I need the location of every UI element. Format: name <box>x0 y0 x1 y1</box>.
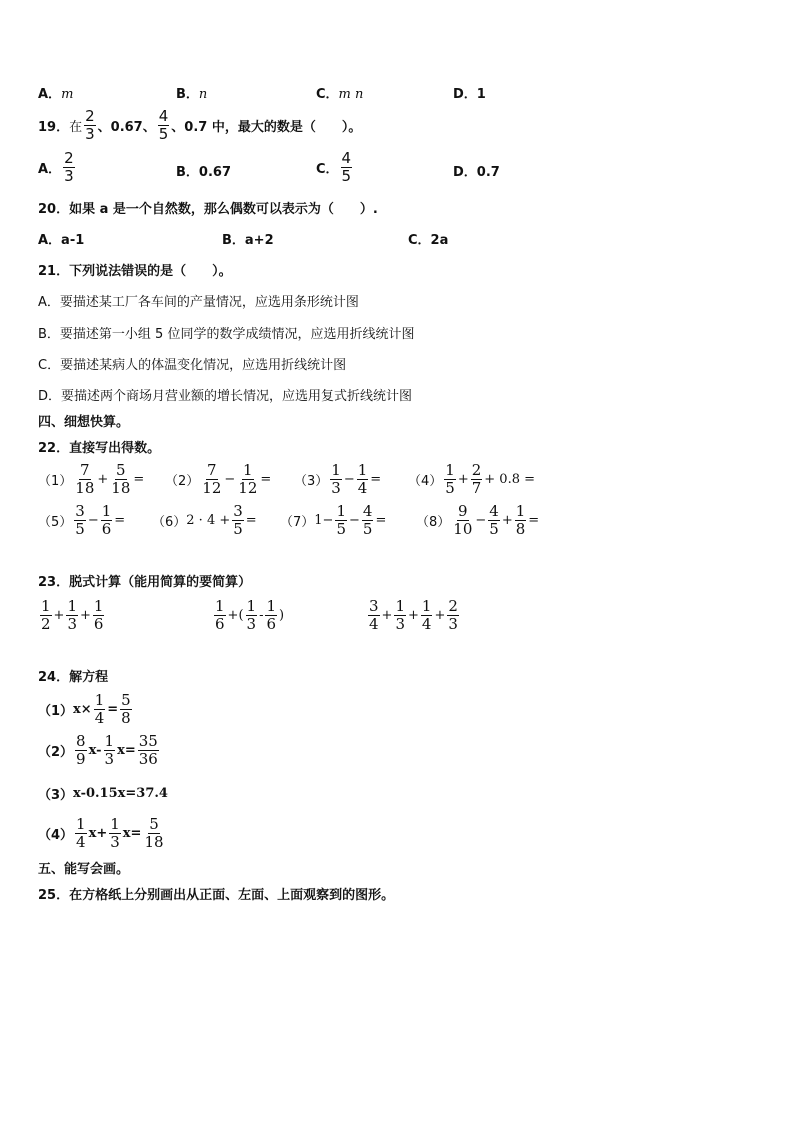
q24-equation-1: （1） x× $\frac{1}{4}$ = $\frac{5}{8}$ <box>38 691 131 727</box>
q22-item-5: （5） $\frac{3}{5}$ − $\frac{1}{6}$ = <box>38 502 126 538</box>
q19-option-b: B．0.67 <box>176 165 231 180</box>
q24-equation-3: （3） x-0.15x=37.4 <box>38 786 168 803</box>
q22-question: 22．直接写出得数。 <box>38 441 161 456</box>
q23-expression-1: $\frac{1}{2}$ + $\frac{1}{3}$ + $\frac{1}{6}$ <box>41 597 104 633</box>
q19-option-a: A． $\frac{2}{3}$ <box>38 149 74 185</box>
q22-item-2: （2） $\frac{7}{12}$ − $\frac{1}{12}$ = <box>165 461 272 497</box>
section-5-heading: 五、能写会画。 <box>38 862 130 877</box>
q21-option-b: B．要描述第一小组 5 位同学的数学成绩情况，应选用折线统计图 <box>38 327 415 342</box>
q23-expression-2: $\frac{1}{6}$ +( $\frac{1}{3}$ - $\frac{1}{6}$ ) <box>215 597 285 633</box>
q18-option-d: D．1 <box>453 87 486 102</box>
q19-question: 19． 在 $\frac{2}{3}$ 、0.67、 $\frac{4}{5}$ 、0.7 中，最大的数是（ ）。 <box>38 107 362 143</box>
fraction: $\frac{2}{3}$ <box>85 107 95 143</box>
q22-item-3: （3） $\frac{1}{3}$ − $\frac{1}{4}$ = <box>294 461 382 497</box>
q23-question: 23．脱式计算（能用简算的要简算） <box>38 575 252 590</box>
q24-question: 24．解方程 <box>38 670 109 685</box>
q22-item-4: （4） $\frac{1}{5}$ + $\frac{2}{7}$ + 0.8 = <box>408 461 536 497</box>
q20-option-b: B．a+2 <box>222 233 274 248</box>
q22-item-6: （6） 2 · 4 + $\frac{3}{5}$ = <box>152 502 257 538</box>
q20-question: 20．如果 a 是一个自然数，那么偶数可以表示为（ ）. <box>38 202 378 217</box>
q19-option-d: D．0.7 <box>453 165 500 180</box>
q24-equation-2: （2） $\frac{8}{9}$ x- $\frac{1}{3}$ x= $\frac{35}{36}$ <box>38 732 158 768</box>
q22-item-8: （8） $\frac{9}{10}$ − $\frac{4}{5}$ + $\frac{1}{8}$ = <box>416 502 540 538</box>
q24-equation-4: （4） $\frac{1}{4}$ x+ $\frac{1}{3}$ x= $\frac{5}{18}$ <box>38 815 164 851</box>
q21-option-a: A．要描述某工厂各车间的产量情况，应选用条形统计图 <box>38 295 359 310</box>
q22-item-7: （7） 1− $\frac{1}{5}$ − $\frac{4}{5}$ = <box>280 502 387 538</box>
q25-question: 25．在方格纸上分别画出从正面、左面、上面观察到的图形。 <box>38 888 395 903</box>
q18-option-c: C．m n <box>316 87 364 102</box>
q18-option-b: B．n <box>176 87 208 102</box>
q21-option-c: C．要描述某病人的体温变化情况，应选用折线统计图 <box>38 358 347 373</box>
q18-option-a: A．m <box>38 87 74 102</box>
q20-option-a: A．a-1 <box>38 233 85 248</box>
q23-expression-3: $\frac{3}{4}$ + $\frac{1}{3}$ + $\frac{1}{4}$ + $\frac{2}{3}$ <box>369 597 458 633</box>
q21-option-d: D．要描述两个商场月营业额的增长情况，应选用复式折线统计图 <box>38 389 413 404</box>
q21-question: 21．下列说法错误的是（ ）。 <box>38 264 232 279</box>
q22-item-1: （1） $\frac{7}{18}$ + $\frac{5}{18}$ = <box>38 461 145 497</box>
q20-option-c: C．2a <box>408 233 449 248</box>
section-4-heading: 四、细想快算。 <box>38 415 130 430</box>
q19-option-c: C． $\frac{4}{5}$ <box>316 149 352 185</box>
fraction: $\frac{4}{5}$ <box>158 107 169 143</box>
